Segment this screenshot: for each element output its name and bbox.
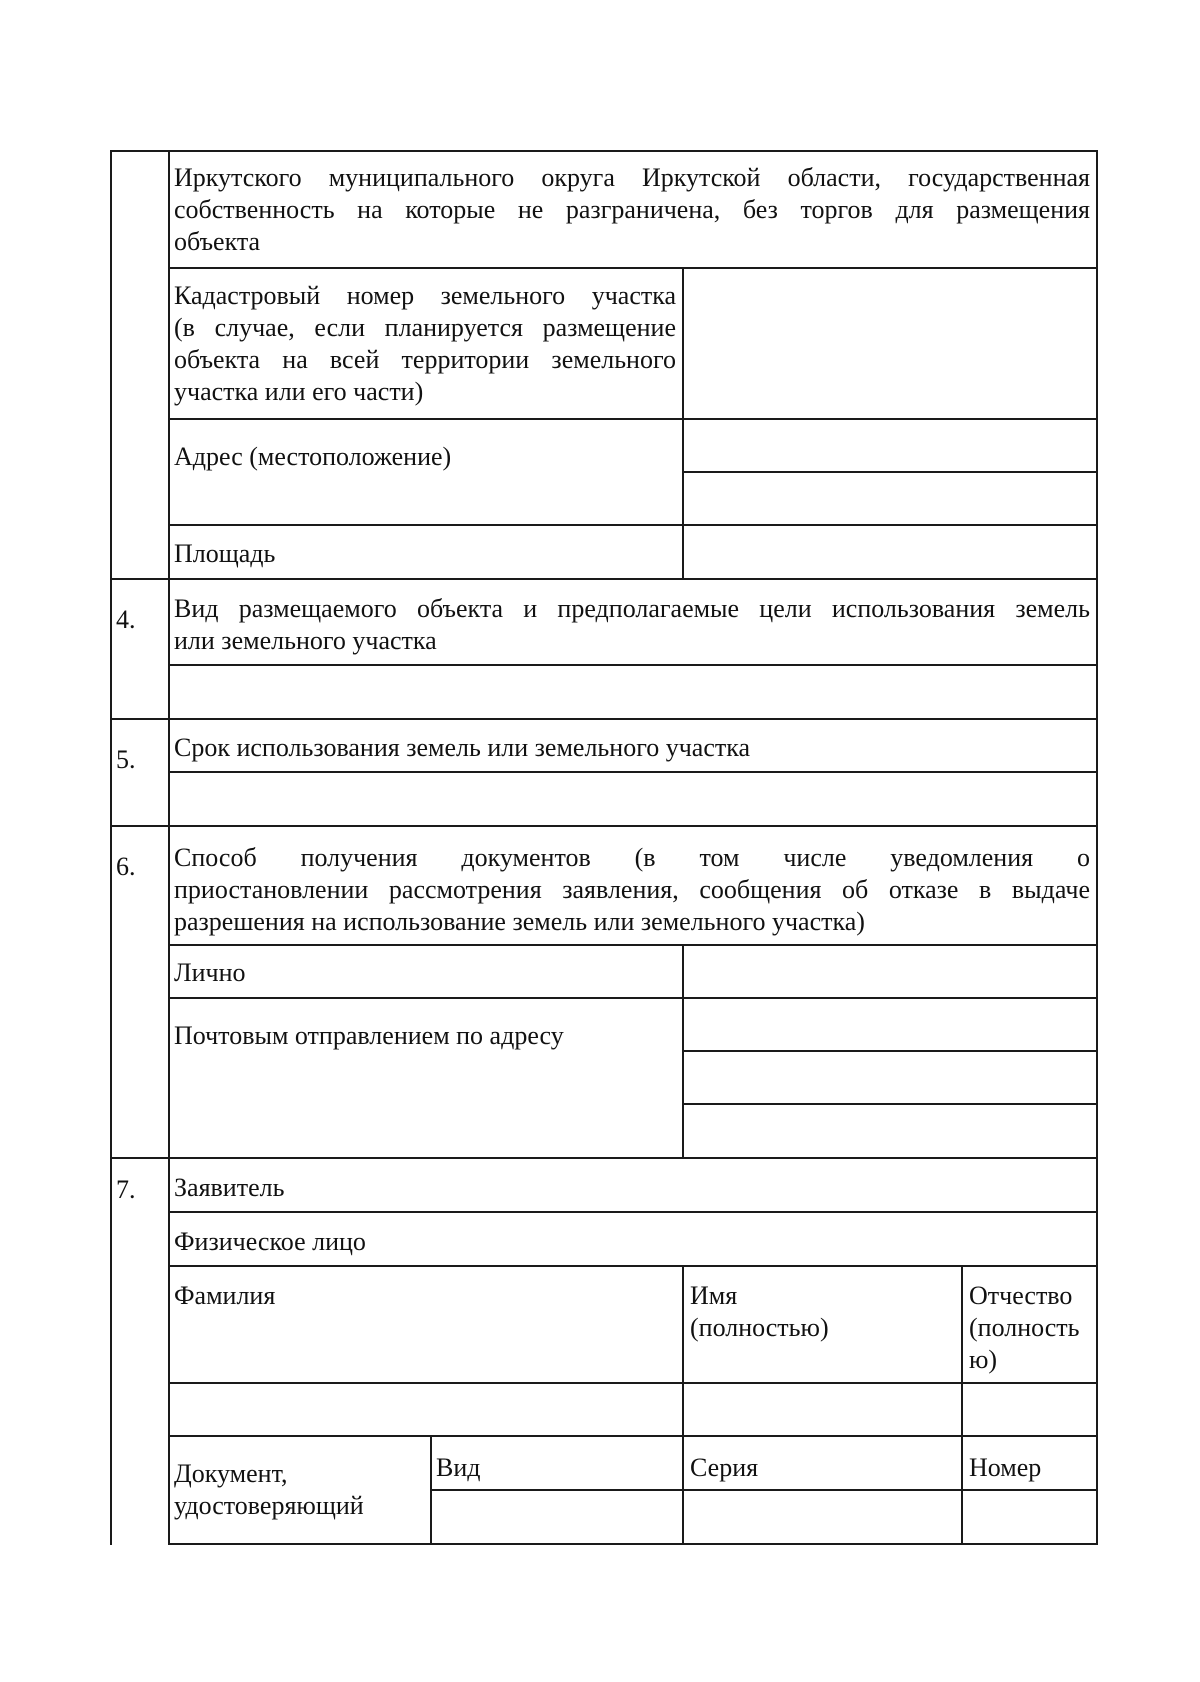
section-5-number: 5. <box>116 745 136 774</box>
patronymic-label-line-2: (полность <box>969 1313 1080 1342</box>
id-document-label-line-2: удостоверяющий <box>174 1491 364 1520</box>
cadastral-label-line-2: (в случае, если планируется размещение <box>174 313 676 342</box>
doc-type-label: Вид <box>436 1453 481 1482</box>
object-type-field[interactable] <box>170 666 1096 718</box>
doc-series-field[interactable] <box>684 1491 961 1543</box>
first-name-label-line-1: Имя <box>690 1281 738 1310</box>
intro-text-line-2: собственность на которые не разграничена, без торгов для размещения <box>174 195 1090 224</box>
doc-number-label: Номер <box>969 1453 1042 1482</box>
delivery-method-label-line-2: приостановлении рассмотрения заявления, сообщения об отказе в выдаче <box>174 875 1090 904</box>
first-name-field[interactable] <box>684 1384 961 1435</box>
individual-label: Физическое лицо <box>174 1227 366 1256</box>
intro-text-line-1: Иркутского муниципального округа Иркутской области, государственная <box>174 163 1090 192</box>
patronymic-label-line-3: ю) <box>969 1345 998 1374</box>
usage-term-label: Срок использования земель или земельного участка <box>174 733 751 762</box>
doc-number-field[interactable] <box>963 1491 1096 1543</box>
id-document-label-line-1: Документ, <box>174 1459 288 1488</box>
by-mail-label: Почтовым отправлением по адресу <box>174 1021 564 1050</box>
delivery-method-label-line-3: разрешения на использование земель или земельного участка) <box>174 907 865 936</box>
section-4-number: 4. <box>116 605 136 634</box>
area-field[interactable] <box>684 526 1096 578</box>
surname-field[interactable] <box>170 1384 682 1435</box>
in-person-field[interactable] <box>684 946 1096 997</box>
object-type-label-line-1: Вид размещаемого объекта и предполагаемые цели использования земель <box>174 594 1090 623</box>
area-label: Площадь <box>174 539 276 568</box>
delivery-method-label-line-1: Способ получения документов (в том числе уведомления о <box>174 843 1090 872</box>
cadastral-number-field[interactable] <box>684 269 1096 418</box>
patronymic-field[interactable] <box>963 1384 1096 1435</box>
intro-text-line-3: объекта <box>174 227 261 256</box>
address-field-1[interactable] <box>684 420 1096 471</box>
address-field-2[interactable] <box>684 473 1096 524</box>
mail-address-field-2[interactable] <box>684 1052 1096 1103</box>
applicant-label: Заявитель <box>174 1173 285 1202</box>
object-type-label-line-2: или земельного участка <box>174 626 437 655</box>
mail-address-field-3[interactable] <box>684 1105 1096 1157</box>
in-person-label: Лично <box>174 958 246 987</box>
cadastral-label-line-1: Кадастровый номер земельного участка <box>174 281 676 310</box>
first-name-label-line-2: (полностью) <box>690 1313 829 1342</box>
mail-address-field-1[interactable] <box>684 999 1096 1050</box>
cadastral-label-line-4: участка или его части) <box>174 377 424 406</box>
section-6-number: 6. <box>116 852 136 881</box>
doc-series-label: Серия <box>690 1453 759 1482</box>
address-label: Адрес (местоположение) <box>174 442 452 471</box>
surname-label: Фамилия <box>174 1281 276 1310</box>
section-7-number: 7. <box>116 1175 136 1204</box>
cadastral-label-line-3: объекта на всей территории земельного <box>174 345 676 374</box>
patronymic-label-line-1: Отчество <box>969 1281 1073 1310</box>
usage-term-field[interactable] <box>170 773 1096 825</box>
doc-type-field[interactable] <box>432 1491 682 1543</box>
